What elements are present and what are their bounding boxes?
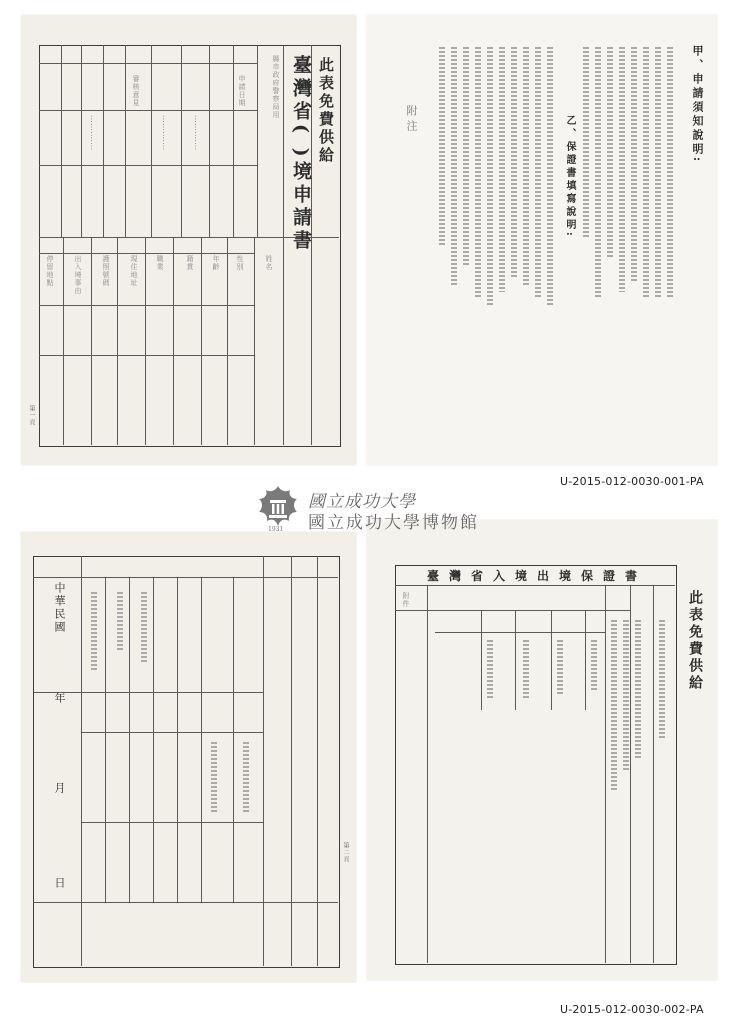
page-number-2: 第二頁 bbox=[342, 842, 349, 863]
field-occupation: 職業 bbox=[156, 255, 164, 271]
caption-top: U-2015-012-0030-001-PA bbox=[560, 475, 704, 488]
date-prefix: 中華民國 bbox=[53, 582, 66, 634]
scan-page-guarantee-certificate bbox=[367, 520, 717, 980]
date-year: 年 bbox=[53, 692, 66, 704]
field-name: 姓名 bbox=[265, 255, 273, 271]
museum-name-calligraphy: 國立成功大學 bbox=[308, 492, 416, 512]
instructions-title: 甲、申請須知說明: bbox=[691, 45, 704, 165]
field-sex: 性別 bbox=[236, 255, 244, 271]
museum-name: 國立成功大學博物館 bbox=[308, 513, 479, 533]
side-label: 附注 bbox=[405, 105, 418, 135]
date-day: 日 bbox=[53, 877, 66, 889]
certificate-title: 臺灣省入境出境保證書 bbox=[426, 569, 647, 583]
field-origin: 籍貫 bbox=[186, 255, 194, 271]
museum-logo bbox=[256, 484, 516, 532]
date-month: 月 bbox=[53, 782, 66, 794]
field-passport: 護照號碼 bbox=[102, 255, 110, 287]
free-notice: 此表免費供給 bbox=[317, 57, 335, 165]
field-address: 現住地址 bbox=[130, 255, 138, 287]
page-number: 第一頁 bbox=[28, 405, 35, 426]
field-age: 年齡 bbox=[212, 255, 220, 271]
free-notice-2: 此表免費供給 bbox=[687, 590, 703, 692]
form-frame-back bbox=[33, 556, 340, 968]
scan-page-instructions bbox=[367, 15, 717, 465]
field-stay: 停留地點 bbox=[46, 255, 54, 287]
scan-page-form-back bbox=[21, 532, 356, 982]
attachment-label: 附件 bbox=[402, 592, 410, 608]
museum-year: 1931 bbox=[268, 526, 284, 533]
field-review: 審核意見 bbox=[132, 75, 140, 107]
caption-bottom: U-2015-012-0030-002-PA bbox=[560, 1003, 704, 1016]
guarantee-subtitle: 乙、保證書填寫說明: bbox=[564, 115, 575, 239]
museum-emblem-icon bbox=[256, 484, 300, 528]
scan-page-application-form: 此表免費供給 臺灣省( )境申請書 縣市政府警察局用 姓名 性別 年齡 籍貫 職業 現住地址 護照號碼 出入境事由 停留地點 申請日期 審核意見 ‧‧‧‧‧‧‧‧‧‧‧‧‧ ‧‧‧‧‧‧‧‧‧‧‧‧‧ ‧‧‧‧‧‧‧‧‧‧‧‧‧ 第一頁 bbox=[21, 15, 356, 465]
outer-label: 縣市政府警察局用 bbox=[272, 55, 280, 119]
field-reason: 出入境事由 bbox=[74, 255, 82, 295]
field-date: 申請日期 bbox=[238, 75, 246, 107]
form-title: 臺灣省( )境申請書 bbox=[290, 55, 312, 253]
